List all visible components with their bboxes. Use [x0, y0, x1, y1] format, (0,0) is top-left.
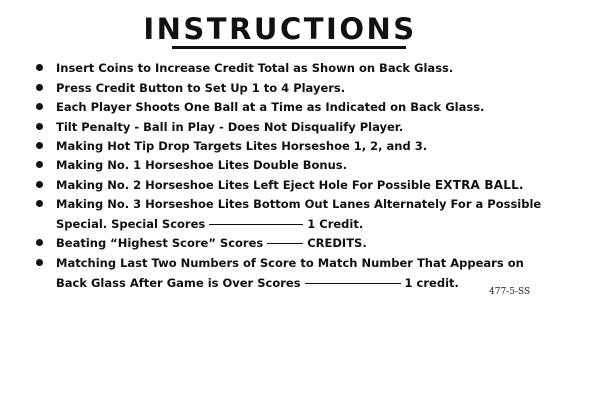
list-item [56, 233, 556, 253]
credit-value: 1 Credit. [307, 217, 364, 231]
bullet-icon [36, 103, 43, 110]
item-text: Tilt Penalty - Ball in Play - Does Not Disqualify Player. [56, 120, 404, 134]
part-number: 477-5-SS [489, 287, 531, 297]
extra-ball-label: EXTRA BALL. [434, 178, 524, 192]
item-text-continued: Back Glass After Game is Over Scores [56, 276, 301, 290]
page-title: INSTRUCTIONS [143, 12, 417, 46]
item-text: Making No. 3 Horseshoe Lites Bottom Out Lanes Alternately For a Possible [56, 197, 542, 211]
list-item [56, 175, 556, 195]
credit-value: 1 credit. [404, 276, 459, 290]
item-text: Beating “Highest Score” Scores [56, 236, 264, 250]
item-text: Each Player Shoots One Ball at a Time as Indicated on Back Glass. [56, 100, 485, 114]
bullet-icon [36, 200, 43, 207]
item-text: Making No. 1 Horseshoe Lites Double Bonus. [56, 158, 347, 172]
list-item [56, 78, 556, 98]
item-text: Making Hot Tip Drop Targets Lites Horseshoe 1, 2, and 3. [56, 139, 428, 153]
list-item [56, 97, 556, 117]
score-blank-line [305, 283, 401, 284]
list-item [56, 117, 556, 137]
bullet-icon [36, 84, 43, 91]
bullet-icon [36, 161, 43, 168]
score-blank-line [267, 243, 303, 244]
item-text: Insert Coins to Increase Credit Total as Shown on Back Glass. [56, 61, 454, 75]
credits-label: CREDITS. [307, 236, 367, 250]
item-text: Making No. 2 Horseshoe Lites Left Eject Hole For Possible [56, 178, 435, 192]
bullet-icon [36, 181, 43, 188]
score-blank-line [209, 224, 303, 225]
bullet-icon [36, 259, 43, 266]
bullet-icon [36, 64, 43, 71]
list-item [56, 194, 556, 234]
list-item [56, 136, 556, 156]
list-item [56, 253, 556, 293]
bullet-icon [36, 239, 43, 246]
item-text: Matching Last Two Numbers of Score to Match Number That Appears on [56, 256, 524, 270]
list-item [56, 58, 556, 78]
list-item [56, 155, 556, 175]
bullet-icon [36, 123, 43, 130]
item-text: Press Credit Button to Set Up 1 to 4 Players. [56, 81, 346, 95]
item-text-continued: Special. Special Scores [56, 217, 206, 231]
title-underline [172, 46, 406, 49]
bullet-icon [36, 142, 43, 149]
